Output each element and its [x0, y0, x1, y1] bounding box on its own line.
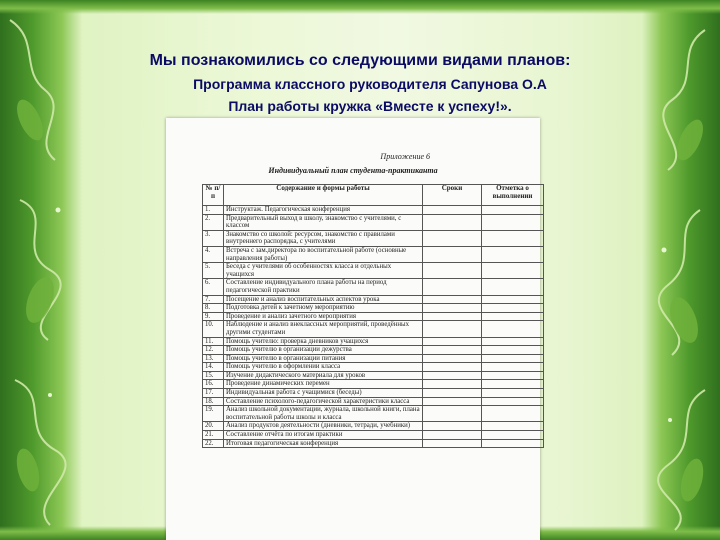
row-content: Индивидуальная работа с учащимися (беседы) [224, 389, 423, 398]
row-content: Знакомство со школой: ресурсом, знакомство с правилами внутреннего распорядка, с учителями [224, 230, 423, 246]
row-content: Предварительный выход в школу, знакомство с учителями, с классом [224, 214, 423, 230]
row-num: 3. [203, 230, 224, 246]
row-content: Помощь учителю в организации питания [224, 354, 423, 363]
row-content: Наблюдение и анализ внеклассных мероприятий, проведённых другими студентами [224, 321, 423, 337]
row-mark-cell [482, 422, 544, 431]
column-header-num: № п/п [203, 185, 224, 206]
row-num: 14. [203, 363, 224, 372]
row-num: 18. [203, 397, 224, 406]
row-num: 19. [203, 406, 224, 422]
table-row [203, 304, 544, 313]
row-content: Изучение дидактического материала для уроков [224, 371, 423, 380]
row-content: Помощь учителю в оформлении класса [224, 363, 423, 372]
row-num: 4. [203, 246, 224, 262]
table-row [203, 363, 544, 372]
row-due-cell [423, 354, 482, 363]
row-due-cell [423, 439, 482, 448]
table-row [203, 230, 544, 246]
row-due-cell [423, 321, 482, 337]
row-mark-cell [482, 321, 544, 337]
row-mark-cell [482, 206, 544, 215]
row-num: 12. [203, 346, 224, 355]
table-row [203, 295, 544, 304]
row-num: 5. [203, 263, 224, 279]
row-mark-cell [482, 279, 544, 295]
row-due-cell [423, 422, 482, 431]
row-mark-cell [482, 363, 544, 372]
row-mark-cell [482, 406, 544, 422]
table-row [203, 214, 544, 230]
row-mark-cell [482, 354, 544, 363]
row-due-cell [423, 380, 482, 389]
row-due-cell [423, 206, 482, 215]
row-due-cell [423, 346, 482, 355]
row-num: 7. [203, 295, 224, 304]
row-num: 21. [203, 431, 224, 440]
row-due-cell [423, 304, 482, 313]
row-due-cell [423, 214, 482, 230]
table-row [203, 380, 544, 389]
row-mark-cell [482, 431, 544, 440]
row-mark-cell [482, 346, 544, 355]
row-num: 8. [203, 304, 224, 313]
row-mark-cell [482, 246, 544, 262]
row-content: Инструктаж. Педагогическая конференция [224, 206, 423, 215]
document-title: Индивидуальный план студента-практиканта [268, 166, 438, 175]
row-mark-cell [482, 312, 544, 321]
row-content: Встреча с зам.директора по воспитательной работе (основные направления работы) [224, 246, 423, 262]
row-due-cell [423, 406, 482, 422]
row-mark-cell [482, 439, 544, 448]
row-num: 10. [203, 321, 224, 337]
row-due-cell [423, 246, 482, 262]
table-row [203, 246, 544, 262]
table-row [203, 439, 544, 448]
row-content: Проведение и анализ зачетного мероприятия [224, 312, 423, 321]
table-row [203, 346, 544, 355]
row-due-cell [423, 431, 482, 440]
table-row [203, 312, 544, 321]
row-num: 22. [203, 439, 224, 448]
column-header-mark: Отметка о выполнении [482, 185, 544, 206]
document-scan [166, 118, 540, 540]
row-due-cell [423, 263, 482, 279]
row-num: 13. [203, 354, 224, 363]
table-row [203, 279, 544, 295]
table-row [203, 371, 544, 380]
row-due-cell [423, 295, 482, 304]
row-content: Беседа с учителями об особенностях класса и отдельных учащихся [224, 263, 423, 279]
table-header-row [203, 185, 544, 206]
row-mark-cell [482, 295, 544, 304]
row-content: Составление отчёта по итогам практики [224, 431, 423, 440]
row-mark-cell [482, 263, 544, 279]
row-due-cell [423, 337, 482, 346]
row-num: 9. [203, 312, 224, 321]
column-header-content: Содержание и формы работы [224, 185, 423, 206]
row-mark-cell [482, 304, 544, 313]
row-num: 16. [203, 380, 224, 389]
row-content: Анализ продуктов деятельности (дневники, тетради, учебники) [224, 422, 423, 431]
row-content: Проведение динамических перемен [224, 380, 423, 389]
row-content: Помощь учителю в организации дежурства [224, 346, 423, 355]
row-content: Посещение и анализ воспитательных аспектов урока [224, 295, 423, 304]
table-row [203, 389, 544, 398]
row-content: Составление психолого-педагогической характеристики класса [224, 397, 423, 406]
table-row [203, 263, 544, 279]
row-due-cell [423, 371, 482, 380]
row-mark-cell [482, 230, 544, 246]
headline-plans-intro: Мы познакомились со следующими видами планов: [149, 52, 571, 69]
row-due-cell [423, 363, 482, 372]
column-header-due: Сроки [423, 185, 482, 206]
row-content: Помощь учителю: проверка дневников учащихся [224, 337, 423, 346]
row-mark-cell [482, 214, 544, 230]
row-due-cell [423, 230, 482, 246]
row-num: 1. [203, 206, 224, 215]
table-row [203, 321, 544, 337]
row-mark-cell [482, 371, 544, 380]
row-mark-cell [482, 389, 544, 398]
row-num: 2. [203, 214, 224, 230]
row-num: 11. [203, 337, 224, 346]
row-num: 6. [203, 279, 224, 295]
row-num: 17. [203, 389, 224, 398]
row-content: Итоговая педагогическая конференция [224, 439, 423, 448]
row-mark-cell [482, 337, 544, 346]
table-row [203, 406, 544, 422]
table-row [203, 206, 544, 215]
headline-club-plan: План работы кружка «Вместе к успеху!». [228, 98, 512, 114]
plan-table [202, 184, 544, 448]
row-content: Анализ школьной документации, журнала, школьной книги, плана воспитательной работы школы и класса [224, 406, 423, 422]
row-due-cell [423, 279, 482, 295]
row-content: Подготовка детей к зачетному мероприятию [224, 304, 423, 313]
row-due-cell [423, 397, 482, 406]
table-row [203, 422, 544, 431]
table-row [203, 431, 544, 440]
row-mark-cell [482, 380, 544, 389]
row-due-cell [423, 389, 482, 398]
row-num: 20. [203, 422, 224, 431]
appendix-label: Приложение 6 [380, 152, 430, 161]
headline-program: Программа классного руководителя Сапунова О.А [193, 76, 547, 92]
row-mark-cell [482, 397, 544, 406]
table-row [203, 337, 544, 346]
table-row [203, 397, 544, 406]
row-due-cell [423, 312, 482, 321]
row-num: 15. [203, 371, 224, 380]
row-content: Составление индивидуального плана работы на период педагогической практики [224, 279, 423, 295]
table-row [203, 354, 544, 363]
